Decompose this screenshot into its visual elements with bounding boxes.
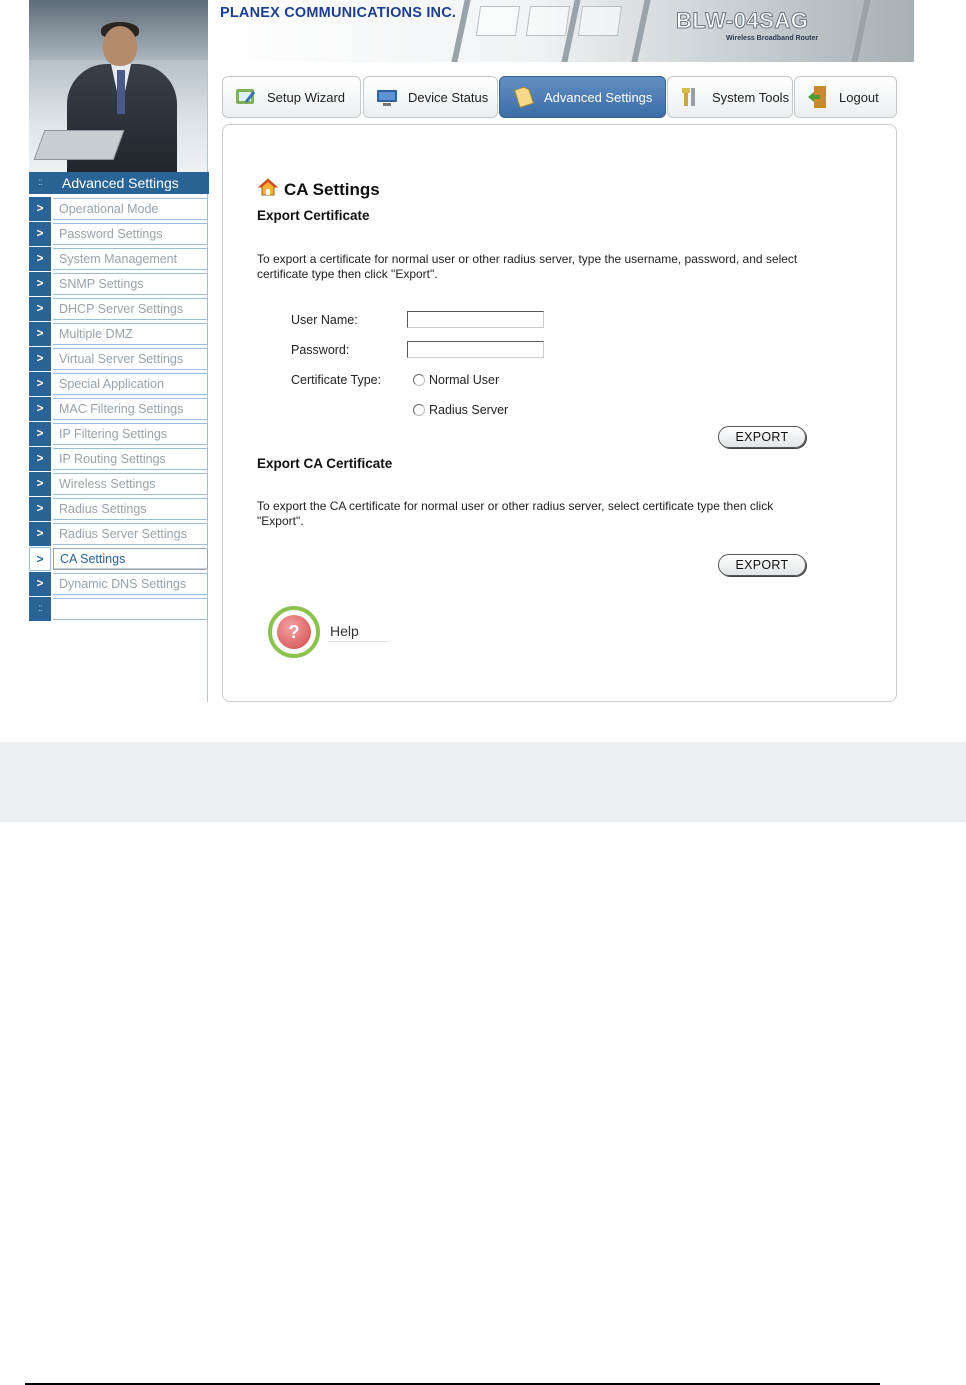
sidebar-item-mac-filtering-settings[interactable]: > MAC Filtering Settings	[29, 397, 209, 421]
arrow-icon: >	[29, 272, 51, 296]
tab-device-status[interactable]	[363, 76, 498, 118]
tab-label: Setup Wizard	[267, 89, 346, 105]
sidebar-item-ip-routing-settings[interactable]: > IP Routing Settings	[29, 447, 209, 471]
page-title: CA Settings	[258, 178, 380, 201]
export-certificate-heading: Export Certificate	[257, 208, 370, 223]
sidebar-item-virtual-server-settings[interactable]: > Virtual Server Settings	[29, 347, 209, 371]
monitor-icon	[374, 85, 400, 109]
export-certificate-button[interactable]: EXPORT	[718, 426, 806, 448]
arrow-icon: >	[29, 197, 51, 221]
sidebar-item-ip-filtering-settings[interactable]: > IP Filtering Settings	[29, 422, 209, 446]
tab-system-tools[interactable]	[667, 76, 793, 118]
export-ca-certificate-heading: Export CA Certificate	[257, 456, 393, 471]
sidebar-item-operational-mode[interactable]: > Operational Mode	[29, 197, 209, 221]
sidebar-heading: :: Advanced Settings	[29, 172, 209, 194]
tab-label: Device Status	[408, 89, 489, 105]
username-input[interactable]	[407, 311, 544, 328]
company-name: PLANEX COMMUNICATIONS INC.	[220, 5, 457, 21]
password-label: Password:	[291, 343, 350, 357]
arrow-icon: >	[29, 422, 51, 446]
arrow-icon: >	[29, 547, 51, 571]
sidebar-item-radius-server-settings[interactable]: > Radius Server Settings	[29, 522, 209, 546]
sidebar-item-multiple-dmz[interactable]: > Multiple DMZ	[29, 322, 209, 346]
arrow-icon: >	[29, 447, 51, 471]
sidebar-item-password-settings[interactable]: > Password Settings	[29, 222, 209, 246]
sidebar-item-special-application[interactable]: > Special Application	[29, 372, 209, 396]
help-icon: ?	[268, 606, 320, 658]
arrow-icon: >	[29, 247, 51, 271]
arrow-icon: >	[29, 297, 51, 321]
gray-band	[0, 742, 966, 822]
arrow-icon: >	[29, 497, 51, 521]
export-ca-button[interactable]: EXPORT	[718, 554, 806, 576]
radio-button[interactable]	[413, 404, 425, 416]
arrow-icon: >	[29, 322, 51, 346]
tab-setup-wizard[interactable]	[222, 76, 361, 118]
radio-button[interactable]	[413, 374, 425, 386]
export-certificate-description: To export a certificate for normal user or other radius server, type the username, password, and select certificate type then click "Export".	[257, 252, 798, 281]
help-link[interactable]: ? Help	[268, 606, 389, 658]
sidebar-item-wireless-settings[interactable]: > Wireless Settings	[29, 472, 209, 496]
home-icon	[258, 178, 278, 201]
tab-label: Logout	[839, 89, 879, 105]
wizard-icon	[233, 85, 259, 109]
arrow-icon: >	[29, 572, 51, 596]
sidebar-footer: ::	[29, 597, 209, 621]
arrow-icon: >	[29, 347, 51, 371]
export-ca-description: To export the CA certificate for normal user or other radius server, select certificate type then click "Export".	[257, 499, 774, 528]
document-icon	[510, 85, 536, 109]
arrow-icon: >	[29, 372, 51, 396]
arrow-icon: >	[29, 522, 51, 546]
tools-icon	[678, 85, 704, 109]
username-label: User Name:	[291, 313, 358, 327]
sidebar-item-ca-settings[interactable]: > CA Settings	[29, 547, 209, 571]
arrow-icon: >	[29, 472, 51, 496]
header-banner	[208, 0, 914, 62]
password-input[interactable]	[407, 341, 544, 358]
arrow-icon: >	[29, 397, 51, 421]
tab-label: Advanced Settings	[544, 89, 653, 105]
tab-advanced-settings[interactable]	[499, 76, 666, 118]
header-photo	[29, 0, 208, 172]
sidebar-item-dhcp-server-settings[interactable]: > DHCP Server Settings	[29, 297, 209, 321]
tab-logout[interactable]	[794, 76, 897, 118]
model-logo: BLW-04SAG	[676, 8, 809, 33]
model-tagline: Wireless Broadband Router	[726, 35, 819, 42]
tab-label: System Tools	[712, 89, 790, 105]
certificate-type-label: Certificate Type:	[291, 373, 382, 387]
exit-door-icon	[805, 85, 831, 109]
radio-radius-server[interactable]: Radius Server	[413, 403, 508, 417]
sidebar-item-dynamic-dns-settings[interactable]: > Dynamic DNS Settings	[29, 572, 209, 596]
sidebar-item-radius-settings[interactable]: > Radius Settings	[29, 497, 209, 521]
sidebar-item-system-management[interactable]: > System Management	[29, 247, 209, 271]
radio-normal-user[interactable]: Normal User	[413, 373, 499, 387]
arrow-icon: >	[29, 222, 51, 246]
sidebar-item-snmp-settings[interactable]: > SNMP Settings	[29, 272, 209, 296]
